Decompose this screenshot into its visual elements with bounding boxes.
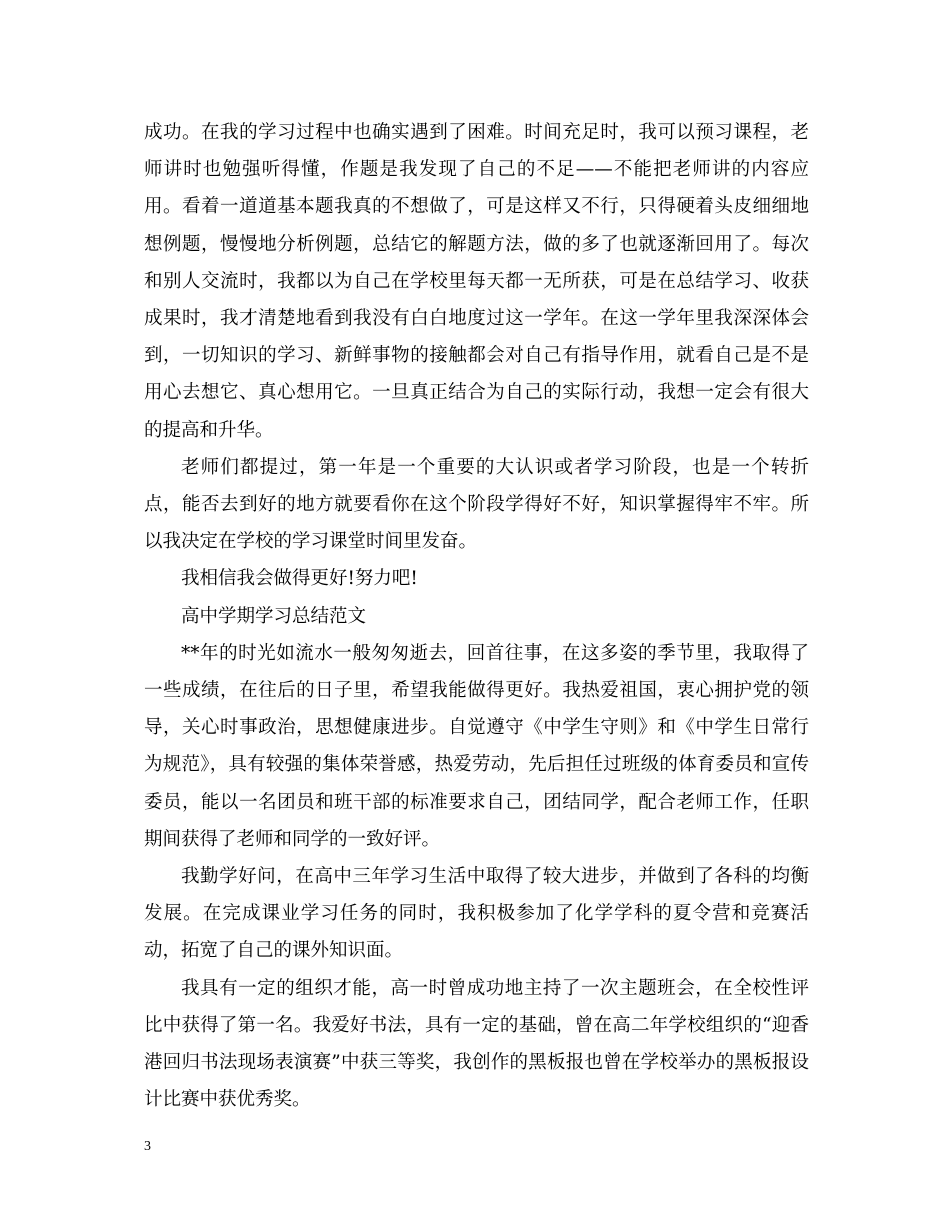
section-heading: 高中学期学习总结范文 (181, 605, 367, 627)
paragraph-first-year: 老师们都提过，第一年是一个重要的大认识或者学习阶段，也是一个转折点，能否去到好的地方就要看你在这个阶段学得好不好，知识掌握得牢不牢。所以我决定在学校的学习课堂时间里发奋。 (144, 456, 809, 553)
paragraph-study: 我勤学好问，在高中三年学习生活中取得了较大进步，并做到了各科的均衡发展。在完成课业学习任务的同时，我积极参加了化学学科的夏令营和竞赛活动，拓宽了自己的课外知识面。 (144, 866, 809, 962)
paragraph-organization: 我具有一定的组织才能，高一时曾成功地主持了一次主题班会，在全校性评比中获得了第一名。我爱好书法，具有一定的基础，曾在高二年学校组织的“迎香港回归书法现场表演赛”中获三等奖，我创作的黑板报也曾在学校举办的黑板报设计比赛中获优秀奖。 (144, 977, 809, 1111)
page-number: 3 (144, 1139, 151, 1154)
paragraph-continuation: 成功。在我的学习过程中也确实遇到了困难。时间充足时，我可以预习课程，老师讲时也勉强听得懂，作题是我发现了自己的不足——不能把老师讲的内容应用。看着一道道基本题我真的不想做了，可是这样又不行，只得硬着头皮细细地想例题，慢慢地分析例题，总结它的解题方法，做的多了也就逐渐回用了。每次和别人交流时，我都以为自己在学校里每天都一无所获，可是在总结学习、收获成果时，我才清楚地看到我没有白白地度过这一学年。在这一学年里我深深体会到，一切知识的学习、新鲜事物的接触都会对自己有指导作用，就看自己是不是用心去想它、真心想用它。一旦真正结合为自己的实际行动，我想一定会有很大的提高和升华。 (144, 122, 809, 441)
paragraph-intro: **年的时光如流水一般匆匆逝去，回首往事，在这多姿的季节里，我取得了一些成绩，在往后的日子里，希望我能做得更好。我热爱祖国，衷心拥护党的领导，关心时事政治，思想健康进步。自觉遵守《中学生守则》和《中学生日常行为规范》，具有较强的集体荣誉感，热爱劳动，先后担任过班级的体育委员和宣传委员，能以一名团员和班干部的标准要求自己，团结同学，配合老师工作，任职期间获得了老师和同学的一致好评。 (144, 642, 809, 850)
document-body (144, 114, 809, 1118)
paragraph-encouragement: 我相信我会做得更好!努力吧! (181, 568, 418, 590)
